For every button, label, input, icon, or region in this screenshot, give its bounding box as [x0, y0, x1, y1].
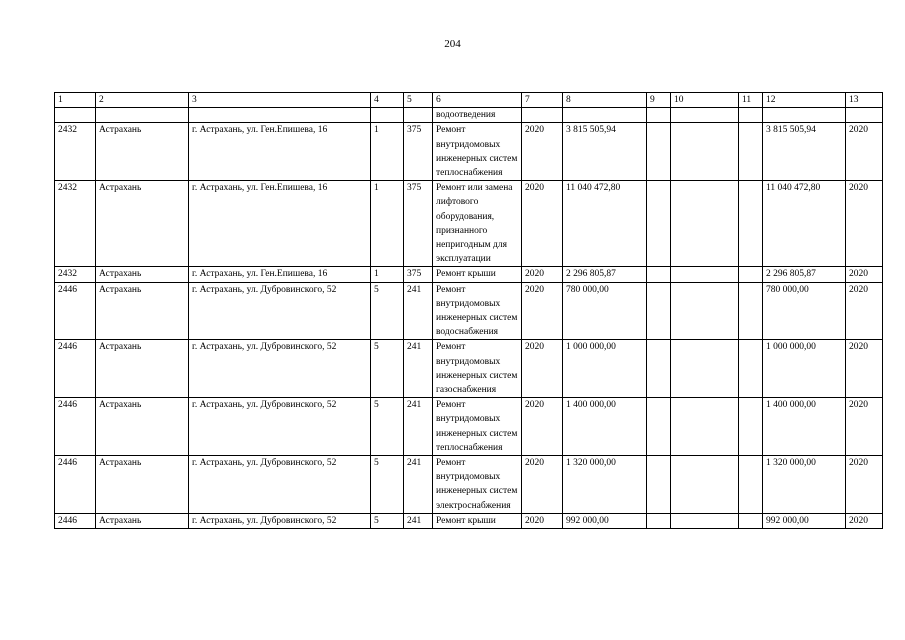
table-cell: 1	[371, 181, 404, 267]
table-cell	[671, 398, 739, 456]
header-cell: 12	[763, 93, 846, 108]
table-cell: 375	[404, 181, 433, 267]
table-cell	[671, 513, 739, 528]
table-cell	[647, 123, 671, 181]
page-number: 204	[444, 38, 461, 50]
table-cell: 1 000 000,00	[563, 340, 647, 398]
table-cell: 241	[404, 456, 433, 514]
table-cell: 2020	[522, 398, 563, 456]
table-cell: Ремонт крыши	[433, 513, 522, 528]
table-cell	[739, 282, 763, 340]
table-cell: Астрахань	[96, 282, 189, 340]
table-cell: 241	[404, 513, 433, 528]
table-row	[55, 181, 883, 267]
table-cell: 5	[371, 513, 404, 528]
header-cell: 10	[671, 93, 739, 108]
table-cell: 1 320 000,00	[563, 456, 647, 514]
table-cell: Ремонт внутридомовых инженерных систем газоснабжения	[433, 340, 522, 398]
table-cell: 241	[404, 282, 433, 340]
table-cell	[739, 181, 763, 267]
table-cell: 2020	[522, 340, 563, 398]
table-cell	[371, 108, 404, 123]
table-cell: 5	[371, 398, 404, 456]
table-cell: Астрахань	[96, 513, 189, 528]
table-cell: Астрахань	[96, 340, 189, 398]
table-cell: г. Астрахань, ул. Ген.Епишева, 16	[189, 181, 371, 267]
table-cell	[671, 123, 739, 181]
table-cell: 992 000,00	[563, 513, 647, 528]
table-cell: 1	[371, 123, 404, 181]
table-cell: Ремонт крыши	[433, 267, 522, 282]
table-cell: 780 000,00	[763, 282, 846, 340]
table-cell: 2446	[55, 456, 96, 514]
table-cell: Астрахань	[96, 123, 189, 181]
table-cell: г. Астрахань, ул. Дубровинского, 52	[189, 513, 371, 528]
table-cell	[647, 398, 671, 456]
table-row	[55, 513, 883, 528]
table-cell: водоотведения	[433, 108, 522, 123]
table-cell	[671, 181, 739, 267]
table-row	[55, 456, 883, 514]
table-cell: Ремонт внутридомовых инженерных систем водоснабжения	[433, 282, 522, 340]
table-cell: 5	[371, 340, 404, 398]
table-cell	[563, 108, 647, 123]
table-cell	[671, 267, 739, 282]
table-cell: 5	[371, 282, 404, 340]
table-cell	[647, 181, 671, 267]
table-cell	[739, 267, 763, 282]
table-cell	[647, 267, 671, 282]
header-cell: 4	[371, 93, 404, 108]
table-cell: Ремонт внутридомовых инженерных систем электроснабжения	[433, 456, 522, 514]
header-cell: 5	[404, 93, 433, 108]
table-cell: 5	[371, 456, 404, 514]
table-cell: 1	[371, 267, 404, 282]
table-cell: 2446	[55, 513, 96, 528]
header-cell: 11	[739, 93, 763, 108]
table-cell	[671, 456, 739, 514]
header-cell: 9	[647, 93, 671, 108]
table-cell	[647, 456, 671, 514]
table-cell: 3 815 505,94	[563, 123, 647, 181]
table-cell: 2020	[522, 513, 563, 528]
header-cell: 1	[55, 93, 96, 108]
table-cell	[671, 108, 739, 123]
table-cell	[647, 340, 671, 398]
table-row	[55, 282, 883, 340]
header-cell: 7	[522, 93, 563, 108]
table-cell: 2020	[846, 513, 883, 528]
table-cell	[739, 340, 763, 398]
table-cell: 1 400 000,00	[763, 398, 846, 456]
table-cell: 992 000,00	[763, 513, 846, 528]
table-cell: Ремонт или замена лифтового оборудования, признанного непригодным для эксплуатации	[433, 181, 522, 267]
table-cell: Астрахань	[96, 398, 189, 456]
table-cell	[739, 123, 763, 181]
table-cell: 375	[404, 123, 433, 181]
table-cell: 3 815 505,94	[763, 123, 846, 181]
table-cell	[846, 108, 883, 123]
table-cell: 2432	[55, 181, 96, 267]
table-cell: 2020	[846, 282, 883, 340]
header-cell: 13	[846, 93, 883, 108]
table-cell: 2432	[55, 123, 96, 181]
table-cell: 2020	[522, 282, 563, 340]
table-cell	[96, 108, 189, 123]
table-cell: 2446	[55, 340, 96, 398]
table-cell: 1 400 000,00	[563, 398, 647, 456]
table-cell	[647, 282, 671, 340]
table-cell: 375	[404, 267, 433, 282]
table-cell	[671, 282, 739, 340]
header-cell: 8	[563, 93, 647, 108]
table-cell: 241	[404, 398, 433, 456]
table-row	[55, 108, 883, 123]
table-cell: 2020	[846, 456, 883, 514]
table-cell: 241	[404, 340, 433, 398]
table-cell	[739, 456, 763, 514]
table-cell	[763, 108, 846, 123]
table-cell: г. Астрахань, ул. Ген.Епишева, 16	[189, 123, 371, 181]
table-row	[55, 340, 883, 398]
table-cell	[522, 108, 563, 123]
table-cell: 2020	[846, 398, 883, 456]
table-cell: 2020	[522, 267, 563, 282]
table-cell	[739, 108, 763, 123]
table-cell: 2020	[522, 123, 563, 181]
table-cell: 2020	[846, 123, 883, 181]
table-cell	[647, 108, 671, 123]
table-cell: 2020	[846, 267, 883, 282]
header-cell: 6	[433, 93, 522, 108]
table-cell	[189, 108, 371, 123]
table-row	[55, 398, 883, 456]
table-cell: 2020	[522, 456, 563, 514]
table-cell: 2446	[55, 398, 96, 456]
table-cell: Ремонт внутридомовых инженерных систем теплоснабжения	[433, 123, 522, 181]
header-cell: 2	[96, 93, 189, 108]
table-cell	[671, 340, 739, 398]
table-row	[55, 123, 883, 181]
table-cell: Ремонт внутридомовых инженерных систем теплоснабжения	[433, 398, 522, 456]
table-cell: 2020	[522, 181, 563, 267]
table-cell: г. Астрахань, ул. Дубровинского, 52	[189, 340, 371, 398]
table-cell: Астрахань	[96, 267, 189, 282]
table-cell	[647, 513, 671, 528]
table-cell: г. Астрахань, ул. Дубровинского, 52	[189, 456, 371, 514]
data-table	[54, 92, 883, 529]
table-cell: Астрахань	[96, 456, 189, 514]
table-cell: 1 320 000,00	[763, 456, 846, 514]
table-cell: 2020	[846, 181, 883, 267]
table-cell: 780 000,00	[563, 282, 647, 340]
table-cell: 1 000 000,00	[763, 340, 846, 398]
table-cell	[739, 398, 763, 456]
table-cell: 2020	[846, 340, 883, 398]
table-cell: 2446	[55, 282, 96, 340]
table-cell: 11 040 472,80	[763, 181, 846, 267]
table-cell: г. Астрахань, ул. Ген.Епишева, 16	[189, 267, 371, 282]
table-cell	[404, 108, 433, 123]
table-cell: 2 296 805,87	[563, 267, 647, 282]
table-cell	[55, 108, 96, 123]
table-row	[55, 267, 883, 282]
table-cell: г. Астрахань, ул. Дубровинского, 52	[189, 398, 371, 456]
header-cell: 3	[189, 93, 371, 108]
table-cell: г. Астрахань, ул. Дубровинского, 52	[189, 282, 371, 340]
table-cell: 2 296 805,87	[763, 267, 846, 282]
table-cell: 2432	[55, 267, 96, 282]
table-cell	[739, 513, 763, 528]
header-row	[55, 93, 883, 108]
table-cell: Астрахань	[96, 181, 189, 267]
table-cell: 11 040 472,80	[563, 181, 647, 267]
